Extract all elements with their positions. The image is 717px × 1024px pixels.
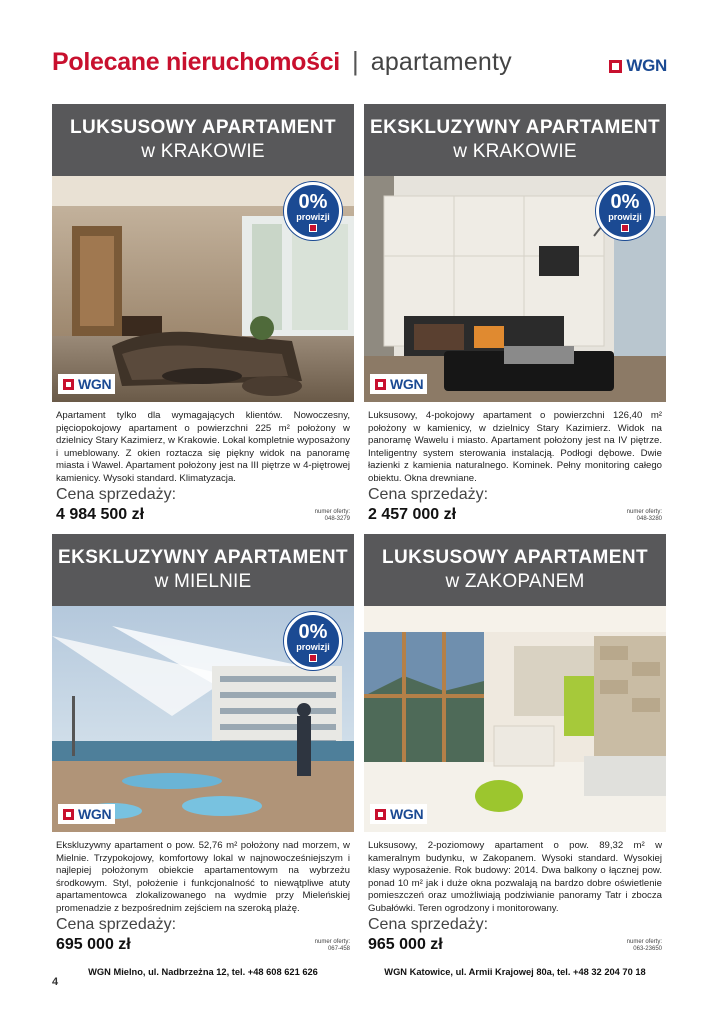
badge-label: prowizji xyxy=(608,211,642,222)
photo-wgn-logo xyxy=(370,804,427,824)
listing-header xyxy=(364,104,666,176)
listing-location: w MIELNIE xyxy=(154,571,252,592)
wgn-logo-mark-icon xyxy=(62,808,75,821)
offer-number xyxy=(315,939,350,953)
title-separator: | xyxy=(351,46,359,76)
badge-value: 0% xyxy=(298,620,328,643)
listing-header xyxy=(52,104,354,176)
wgn-logo-mark-icon xyxy=(374,808,387,821)
listing-header xyxy=(52,534,354,606)
price-label: Cena sprzedaży: xyxy=(368,486,489,503)
page-title: Polecane nieruchomości xyxy=(52,48,340,76)
wgn-logo-text: WGN xyxy=(78,376,112,392)
listing-photo xyxy=(52,606,354,832)
badge-value: 0% xyxy=(610,190,640,213)
listing-location: w KRAKOWIE xyxy=(141,141,265,162)
price-value: 695 000 zł xyxy=(56,936,131,953)
listing-description: Ekskluzywny apartament o pow. 52,76 m² położony nad morzem, w Mielnie. Trzypokojowy, komfortowy lokal w najnowocześniejszym i najlepiej położonym obiekcie apartamentowym na wybrzeżu środkowym. Styl, położenie i funkcjonalność to niewątpliwe atuty apartamentowca zlokalizowanego na wydmie przy Mieleńskiej promenadzie z bezpośrednim zejściem na szeroką plażę. xyxy=(56,840,350,914)
offer-number-label: numer oferty: xyxy=(626,939,662,945)
price-label: Cena sprzedaży: xyxy=(56,916,177,933)
listing-card-zakopane xyxy=(364,534,666,977)
zero-commission-badge xyxy=(596,182,654,240)
wgn-logo-text: WGN xyxy=(78,806,112,822)
wgn-logo-text: WGN xyxy=(626,56,667,75)
page-number: 4 xyxy=(52,976,59,988)
offer-number-label: numer oferty: xyxy=(626,509,662,515)
listing-card-krakow-exclusive xyxy=(364,104,666,547)
listing-title: LUKSUSOWY APARTAMENT xyxy=(70,117,336,138)
offer-number-label: numer oferty: xyxy=(314,939,350,945)
wgn-logo-mark-icon xyxy=(62,378,75,391)
price-label: Cena sprzedaży: xyxy=(368,916,489,933)
photo-wgn-logo xyxy=(370,374,427,394)
badge-square-icon xyxy=(309,224,317,232)
price-row xyxy=(52,935,354,955)
offer-number-label: numer oferty: xyxy=(314,509,350,515)
wgn-logo-text: WGN xyxy=(390,376,424,392)
price-value: 965 000 zł xyxy=(368,936,443,953)
listing-description: Luksusowy, 4-pokojowy apartament o powierzchni 126,40 m² położony w kamienicy, w dzielnicy Stary Kazimierz. Widok na panoramę Wawelu i miasto. Apartament położony jest na IV piętrze. Inteligentny system sterowania instalacją. Podłogi dębowe. Dwie łazienki z kamienia naturalnego. Kominek. Pełny monitoring całego obiektu. Okna drewniane. xyxy=(368,410,662,484)
listing-header xyxy=(364,534,666,606)
wgn-logo xyxy=(608,56,667,76)
photo-wgn-logo xyxy=(58,374,115,394)
listing-description: Apartament tylko dla wymagających klientów. Nowoczesny, pięciopokojowy apartament o powierzchni 225 m² położony w dzielnicy Stary Kazimierz, w Krakowie. Lokal kompletnie wyposażony i umeblowany. Z okien roztacza się piękny widok na panoramę miasta i Wawel. Apartament położony jest na III piętrze w 4-piętrowej kamienicy. Wysoki standard. Klimatyzacja. xyxy=(56,410,350,484)
office-contact: WGN Mielno, ul. Nadbrzeżna 12, tel. +48 608 621 626 xyxy=(88,967,318,977)
offer-number-value: 067-458 xyxy=(327,946,350,952)
offer-number xyxy=(627,509,662,523)
price-value: 2 457 000 zł xyxy=(368,506,457,523)
badge-label: prowizji xyxy=(296,641,330,652)
price-row xyxy=(364,505,666,525)
listing-title: EKSKLUZYWNY APARTAMENT xyxy=(58,547,348,568)
listing-card-krakow-luxury xyxy=(52,104,354,547)
office-contact: WGN Katowice, ul. Armii Krajowej 80a, tel. +48 32 204 70 18 xyxy=(384,967,646,977)
listing-location: w ZAKOPANEM xyxy=(445,571,585,592)
wgn-logo-text: WGN xyxy=(390,806,424,822)
badge-square-icon xyxy=(309,654,317,662)
offer-number-value: 048-3279 xyxy=(324,516,350,522)
page-subtitle: apartamenty xyxy=(370,48,512,76)
price-row xyxy=(364,935,666,955)
wgn-logo-mark-icon xyxy=(608,59,623,74)
listing-description: Luksusowy, 2-poziomowy apartament o pow. 89,32 m² w kameralnym budynku, w Zakopanem. Wysoki standard. Wysokiej klasy wyposażenie. Rok budowy: 2014. Dwa balkony o łącznej pow. ponad 10 m² jak i duże okna pozwalają na bardzo dobre oświetlenie pomieszczeń oraz umożliwiają podziwianie panoramy Tatr i zbocza Gubałówki. Teren ogrodzony i monitorowany. xyxy=(368,840,662,914)
badge-value: 0% xyxy=(298,190,328,213)
listing-photo xyxy=(52,176,354,402)
price-label: Cena sprzedaży: xyxy=(56,486,177,503)
offer-number xyxy=(627,939,662,953)
price-value: 4 984 500 zł xyxy=(56,506,145,523)
listing-title: EKSKLUZYWNY APARTAMENT xyxy=(370,117,660,138)
listing-location: w KRAKOWIE xyxy=(453,141,577,162)
zero-commission-badge xyxy=(284,182,342,240)
offer-number-value: 063-23650 xyxy=(633,946,662,952)
badge-label: prowizji xyxy=(296,211,330,222)
photo-wgn-logo xyxy=(58,804,115,824)
listing-card-mielno xyxy=(52,534,354,977)
wgn-logo-mark-icon xyxy=(374,378,387,391)
listing-photo xyxy=(364,176,666,402)
price-row xyxy=(52,505,354,525)
offer-number-value: 048-3280 xyxy=(636,516,662,522)
page-header xyxy=(52,46,512,82)
mountain-apartment-photo-icon xyxy=(364,606,666,832)
listing-photo xyxy=(364,606,666,832)
zero-commission-badge xyxy=(284,612,342,670)
offer-number xyxy=(315,509,350,523)
listing-title: LUKSUSOWY APARTAMENT xyxy=(382,547,648,568)
badge-square-icon xyxy=(621,224,629,232)
